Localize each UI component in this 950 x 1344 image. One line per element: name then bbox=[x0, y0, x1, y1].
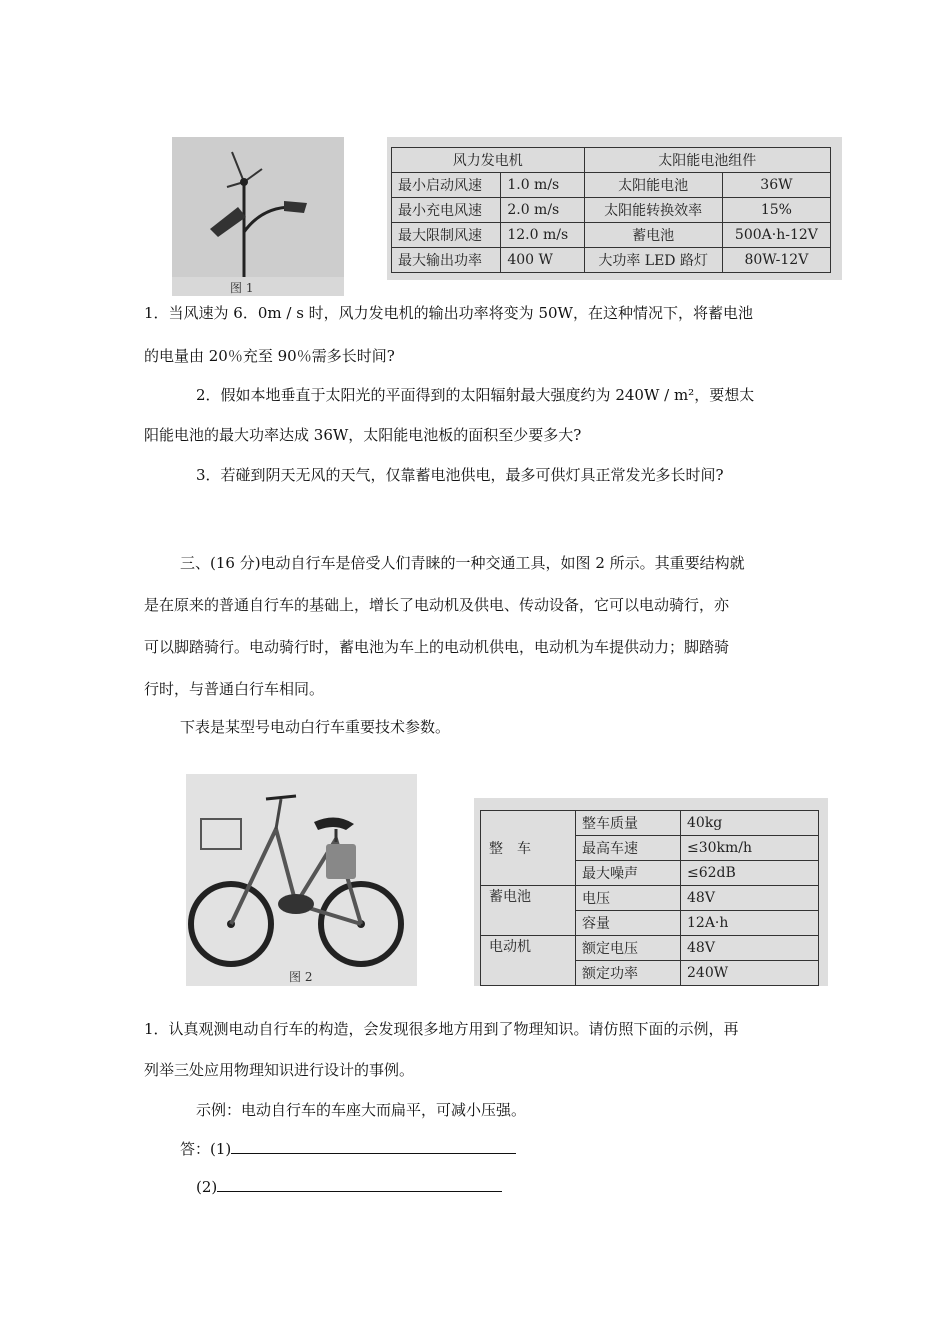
table-cell: 240W bbox=[681, 961, 819, 986]
table-cell: 2.0 m/s bbox=[501, 198, 584, 223]
ebike-spec-table bbox=[480, 810, 819, 986]
table-row bbox=[392, 173, 831, 198]
table-row bbox=[481, 886, 819, 911]
question3-line1: 3．若碰到阴天无风的天气，仅靠蓄电池供电，最多可供灯具正常发光多长时间? bbox=[196, 466, 724, 484]
table-cell: 400 W bbox=[501, 248, 584, 273]
question2-line1: 2．假如本地垂直于太阳光的平面得到的太阳辐射最大强度约为 240W / m²，要想太 bbox=[196, 386, 755, 404]
section3-line2: 是在原来的普通自行车的基础上，增长了电动机及供电、传动设备，它可以电动骑行，亦 bbox=[144, 596, 730, 614]
table-cell: 最大限制风速 bbox=[392, 223, 501, 248]
answer2-blank[interactable] bbox=[217, 1175, 502, 1192]
table-cell: 40kg bbox=[681, 811, 819, 836]
table-cell: 最大噪声 bbox=[576, 861, 681, 886]
table-cell: 太阳能转换效率 bbox=[584, 198, 722, 223]
table-cell: 48V bbox=[681, 936, 819, 961]
table-cell: 36W bbox=[722, 173, 830, 198]
table-cell: 80W-12V bbox=[722, 248, 830, 273]
answer1-label: 答：(1) bbox=[180, 1140, 232, 1158]
table-row bbox=[481, 936, 819, 961]
answer-line-1 bbox=[180, 1137, 516, 1159]
header-wind-generator: 风力发电机 bbox=[392, 148, 585, 173]
figure2-caption: 图 2 bbox=[289, 970, 313, 984]
table-cell: 最小充电风速 bbox=[392, 198, 501, 223]
group-label-vehicle: 整 车 bbox=[481, 811, 576, 886]
header-solar-module: 太阳能电池组件 bbox=[584, 148, 830, 173]
table-cell: 最小启动风速 bbox=[392, 173, 501, 198]
answer-line-2 bbox=[196, 1175, 502, 1197]
section3-line1: 三、(16 分)电动自行车是倍受人们青睐的一种交通工具，如图 2 所示。其重要结构就 bbox=[180, 554, 745, 572]
figure1-photo bbox=[172, 137, 344, 296]
group-label-motor: 电动机 bbox=[481, 936, 576, 986]
question1-line1: 1．当风速为 6．0m / s 时，风力发电机的输出功率将变为 50W，在这种情况下，将蓄电池 bbox=[144, 304, 753, 322]
question2-line2: 阳能电池的最大功率达成 36W，太阳能电池板的面积至少要多大? bbox=[144, 426, 582, 444]
figure2-photo bbox=[186, 774, 417, 986]
answer2-label: (2) bbox=[196, 1178, 218, 1196]
wind-solar-spec-table bbox=[391, 147, 831, 273]
question1-line2: 的电量由 20％充至 90％需多长时间? bbox=[144, 347, 395, 365]
table-cell: 15% bbox=[722, 198, 830, 223]
table-cell: 48V bbox=[681, 886, 819, 911]
table-cell: 最大输出功率 bbox=[392, 248, 501, 273]
example-text: 示例：电动自行车的车座大而扁平，可减小压强。 bbox=[196, 1101, 527, 1119]
table-cell: 最高车速 bbox=[576, 836, 681, 861]
table-cell: ≤62dB bbox=[681, 861, 819, 886]
table-cell: 蓄电池 bbox=[584, 223, 722, 248]
table-row bbox=[481, 811, 819, 836]
table-cell: 12.0 m/s bbox=[501, 223, 584, 248]
table-cell: 12A·h bbox=[681, 911, 819, 936]
table-cell: 电压 bbox=[576, 886, 681, 911]
s3-question1-line1: 1．认真观测电动自行车的构造，会发现很多地方用到了物理知识。请仿照下面的示例，再 bbox=[144, 1020, 739, 1038]
table-cell: 整车质量 bbox=[576, 811, 681, 836]
table-row bbox=[392, 198, 831, 223]
wind-solar-street-lamp-image bbox=[172, 137, 344, 296]
table-cell: 太阳能电池 bbox=[584, 173, 722, 198]
table-cell: 额定功率 bbox=[576, 961, 681, 986]
electric-bicycle-image bbox=[186, 774, 417, 986]
answer1-blank[interactable] bbox=[231, 1137, 516, 1154]
table-cell: 500A·h-12V bbox=[722, 223, 830, 248]
table-cell: 大功率 LED 路灯 bbox=[584, 248, 722, 273]
s3-question1-line2: 列举三处应用物理知识进行设计的事例。 bbox=[144, 1061, 415, 1079]
group-label-battery: 蓄电池 bbox=[481, 886, 576, 936]
table-row bbox=[392, 223, 831, 248]
table-cell: 1.0 m/s bbox=[501, 173, 584, 198]
table-cell: 容量 bbox=[576, 911, 681, 936]
table-cell: ≤30km/h bbox=[681, 836, 819, 861]
section3-line3: 可以脚踏骑行。电动骑行时，蓄电池为车上的电动机供电，电动机为车提供动力；脚踏骑 bbox=[144, 638, 730, 656]
section3-line4: 行时，与普通白行车相同。 bbox=[144, 680, 325, 698]
figure1-caption: 图 1 bbox=[230, 281, 254, 295]
table-row bbox=[392, 248, 831, 273]
section3-line5: 下表是某型号电动白行车重要技术参数。 bbox=[180, 718, 451, 736]
table-cell: 额定电压 bbox=[576, 936, 681, 961]
